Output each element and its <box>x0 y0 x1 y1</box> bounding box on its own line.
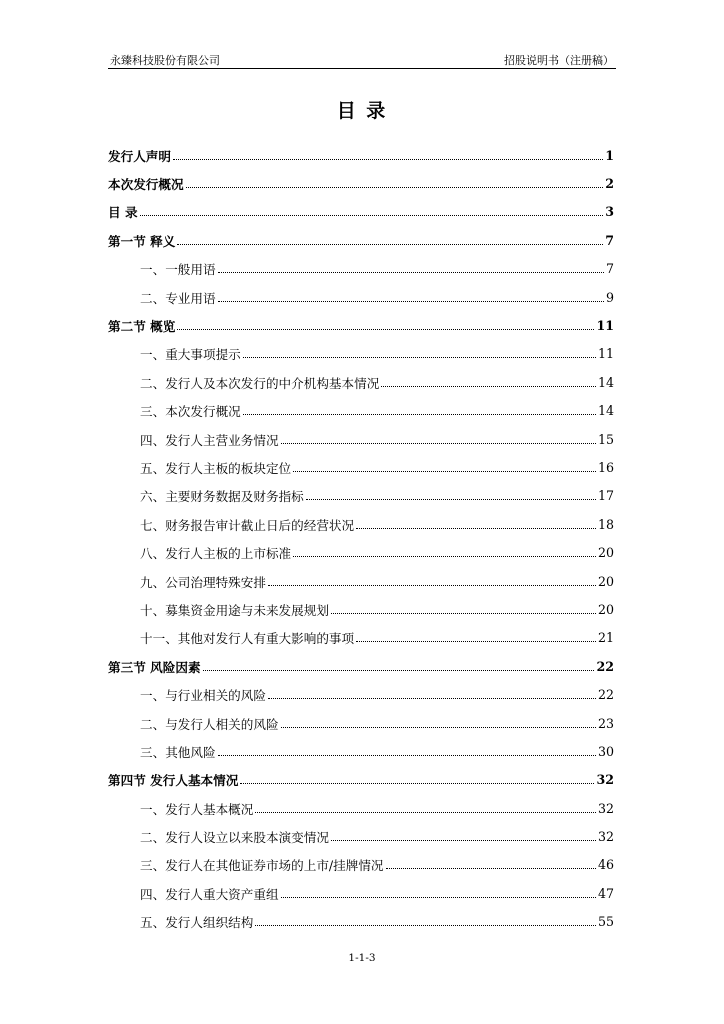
toc-entry-page-number: 11 <box>596 318 614 334</box>
toc-entry-label: 一、一般用语 <box>140 262 216 278</box>
toc-dot-leader <box>218 301 604 302</box>
toc-entry-page-number: 20 <box>597 573 614 589</box>
toc-title: 目 录 <box>336 100 388 122</box>
toc-subsection-entry[interactable] <box>108 680 614 708</box>
toc-entry-label: 第二节 概览 <box>108 319 176 335</box>
toc-section-entry[interactable] <box>108 311 614 339</box>
toc-entry-page-number: 3 <box>605 204 614 220</box>
toc-entry-page-number: 14 <box>597 403 614 419</box>
toc-entry-page-number: 17 <box>597 488 614 504</box>
toc-entry-page-number: 7 <box>605 261 614 277</box>
toc-subsection-entry[interactable] <box>108 709 614 737</box>
toc-dot-leader <box>331 840 596 841</box>
toc-entry-label: 第三节 风险因素 <box>108 659 201 675</box>
toc-dot-leader <box>243 414 596 415</box>
toc-entry-label: 二、发行人及本次发行的中介机构基本情况 <box>140 375 380 391</box>
toc-dot-leader <box>177 244 603 245</box>
toc-entry-page-number: 15 <box>597 431 614 447</box>
toc-entry-label: 三、其他风险 <box>140 744 216 760</box>
toc-dot-leader <box>293 556 596 557</box>
toc-subsection-entry[interactable] <box>108 822 614 850</box>
toc-entry-label: 目 录 <box>108 205 138 221</box>
toc-entry-page-number: 16 <box>597 459 614 475</box>
toc-entry-label: 第一节 释义 <box>108 233 176 249</box>
toc-dot-leader <box>203 670 595 671</box>
toc-entry-page-number: 47 <box>597 885 614 901</box>
toc-entry-page-number: 32 <box>597 800 614 816</box>
toc-entry-label: 发行人声明 <box>108 148 171 164</box>
toc-subsection-entry[interactable] <box>108 425 614 453</box>
toc-entry-label: 六、主要财务数据及财务指标 <box>140 489 304 505</box>
table-of-contents <box>108 141 614 936</box>
toc-dot-leader <box>306 499 596 500</box>
toc-dot-leader <box>356 641 596 642</box>
toc-dot-leader <box>356 528 596 529</box>
toc-entry-label: 四、发行人重大资产重组 <box>140 886 279 902</box>
toc-entry-page-number: 30 <box>597 743 614 759</box>
toc-entry-page-number: 32 <box>596 772 614 788</box>
toc-entry-label: 八、发行人主板的上市标准 <box>140 546 292 562</box>
toc-entry-page-number: 20 <box>597 545 614 561</box>
toc-dot-leader <box>281 897 596 898</box>
toc-entry-page-number: 11 <box>597 346 614 362</box>
toc-dot-leader <box>268 698 596 699</box>
toc-dot-leader <box>268 585 596 586</box>
toc-dot-leader <box>293 471 596 472</box>
toc-dot-leader <box>218 272 604 273</box>
toc-subsection-entry[interactable] <box>108 624 614 652</box>
toc-section-entry[interactable] <box>108 652 614 680</box>
toc-subsection-entry[interactable] <box>108 340 614 368</box>
toc-dot-leader <box>173 159 603 160</box>
toc-entry-label: 本次发行概况 <box>108 177 184 193</box>
toc-dot-leader <box>218 755 596 756</box>
toc-dot-leader <box>186 187 604 188</box>
toc-subsection-entry[interactable] <box>108 283 614 311</box>
toc-dot-leader <box>243 357 596 358</box>
toc-entry-label: 第四节 发行人基本情况 <box>108 773 239 789</box>
toc-entry-page-number: 9 <box>605 289 614 305</box>
header-company: 永臻科技股份有限公司 <box>110 54 220 67</box>
toc-dot-leader <box>281 727 596 728</box>
toc-entry-label: 七、财务报告审计截止日后的经营状况 <box>140 517 355 533</box>
toc-dot-leader <box>240 783 594 784</box>
toc-subsection-entry[interactable] <box>108 482 614 510</box>
toc-subsection-entry[interactable] <box>108 794 614 822</box>
toc-subsection-entry[interactable] <box>108 538 614 566</box>
toc-entry-page-number: 18 <box>597 516 614 532</box>
toc-section-entry[interactable] <box>108 766 614 794</box>
toc-entry-page-number: 23 <box>597 715 614 731</box>
toc-dot-leader <box>386 868 596 869</box>
toc-entry-label: 九、公司治理特殊安排 <box>140 574 266 590</box>
page-number: 1-1-3 <box>348 952 376 964</box>
toc-dot-leader <box>255 812 596 813</box>
toc-entry-page-number: 14 <box>597 374 614 390</box>
toc-subsection-entry[interactable] <box>108 453 614 481</box>
toc-dot-leader <box>381 386 596 387</box>
toc-entry-label: 一、重大事项提示 <box>140 347 241 363</box>
toc-subsection-entry[interactable] <box>108 255 614 283</box>
toc-entry-page-number: 22 <box>597 687 614 703</box>
toc-subsection-entry[interactable] <box>108 368 614 396</box>
toc-entry-label: 十、募集资金用途与未来发展规划 <box>140 602 329 618</box>
toc-section-entry[interactable] <box>108 169 614 197</box>
toc-dot-leader <box>177 329 594 330</box>
toc-dot-leader <box>331 613 596 614</box>
toc-entry-label: 十一、其他对发行人有重大影响的事项 <box>140 631 355 647</box>
toc-entry-label: 二、专业用语 <box>140 290 216 306</box>
toc-entry-page-number: 55 <box>597 914 614 930</box>
toc-entry-page-number: 32 <box>597 829 614 845</box>
toc-subsection-entry[interactable] <box>108 567 614 595</box>
toc-section-entry[interactable] <box>108 198 614 226</box>
toc-entry-label: 二、与发行人相关的风险 <box>140 716 279 732</box>
page-header <box>108 50 616 69</box>
toc-subsection-entry[interactable] <box>108 851 614 879</box>
toc-subsection-entry[interactable] <box>108 879 614 907</box>
toc-subsection-entry[interactable] <box>108 737 614 765</box>
toc-entry-label: 二、发行人设立以来股本演变情况 <box>140 830 329 846</box>
toc-entry-page-number: 46 <box>597 857 614 873</box>
toc-entry-label: 三、发行人在其他证券市场的上市/挂牌情况 <box>140 858 384 874</box>
toc-entry-label: 四、发行人主营业务情况 <box>140 432 279 448</box>
toc-subsection-entry[interactable] <box>108 595 614 623</box>
toc-entry-page-number: 21 <box>597 630 614 646</box>
toc-entry-page-number: 20 <box>597 601 614 617</box>
toc-entry-page-number: 1 <box>605 147 614 163</box>
toc-dot-leader <box>255 925 596 926</box>
toc-subsection-entry[interactable] <box>108 908 614 936</box>
toc-entry-page-number: 2 <box>605 176 614 192</box>
toc-entry-label: 五、发行人主板的板块定位 <box>140 460 292 476</box>
toc-dot-leader <box>281 443 596 444</box>
toc-section-entry[interactable] <box>108 141 614 169</box>
toc-entry-label: 一、与行业相关的风险 <box>140 688 266 704</box>
header-document-name: 招股说明书（注册稿） <box>504 54 614 67</box>
toc-entry-label: 一、发行人基本概况 <box>140 801 254 817</box>
toc-subsection-entry[interactable] <box>108 397 614 425</box>
toc-entry-page-number: 22 <box>596 658 614 674</box>
toc-section-entry[interactable] <box>108 226 614 254</box>
toc-entry-page-number: 7 <box>605 232 614 248</box>
toc-dot-leader <box>140 215 604 216</box>
toc-subsection-entry[interactable] <box>108 510 614 538</box>
toc-entry-label: 三、本次发行概况 <box>140 404 241 420</box>
toc-entry-label: 五、发行人组织结构 <box>140 915 254 931</box>
